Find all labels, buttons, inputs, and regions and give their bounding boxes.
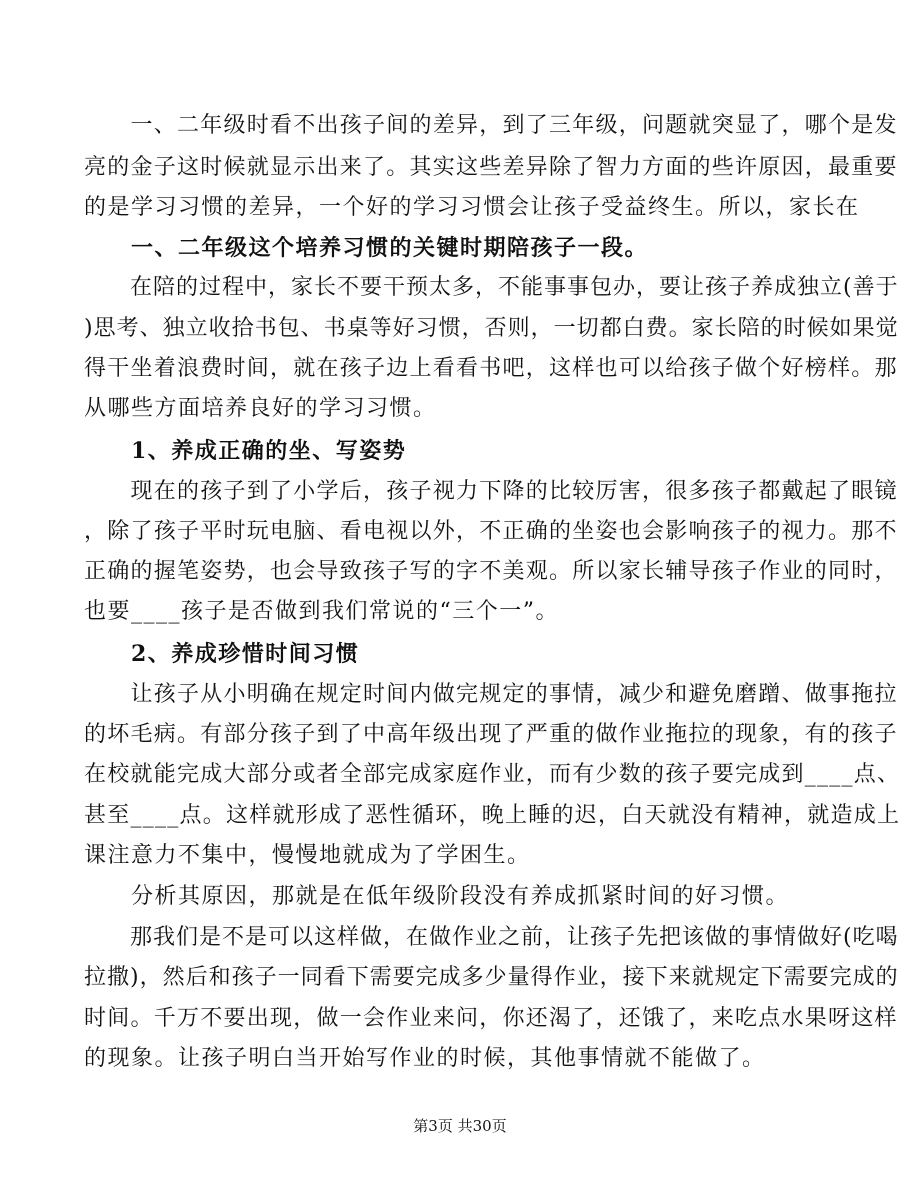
paragraph-line: 一、二年级时看不出孩子间的差异，到了三年级，问题就突显了，哪个是发: [84, 113, 898, 138]
paragraph-line: 从哪些方面培养良好的学习习惯。: [84, 396, 437, 421]
paragraph-line: 时间。千万不要出现，做一会作业来问，你还渴了，还饿了，来吃点水果呀这样: [84, 1006, 898, 1031]
paragraph-line: 的是学习习惯的差异，一个好的学习习惯会让孩子受益终生。所以，家长在: [84, 195, 860, 220]
paragraph-line: 也要____孩子是否做到我们常说的“三个一”。: [84, 599, 559, 624]
paragraph-line: 课注意力不集中，慢慢地就成为了学困生。: [84, 843, 531, 868]
paragraph-line: 的坏毛病。有部分孩子到了中高年级出现了严重的做作业拖拉的现象，有的孩子: [84, 722, 898, 747]
paragraph-line: 分析其原因，那就是在低年级阶段没有养成抓紧时间的好习惯。: [84, 884, 790, 909]
section-heading: 1、养成正确的坐、写姿势: [84, 438, 407, 464]
paragraph-line: 得干坐着浪费时间，就在孩子边上看看书吧，这样也可以给孩子做个好榜样。那: [84, 356, 898, 381]
section-heading: 一、二年级这个培养习惯的关键时期陪孩子一段。: [84, 235, 649, 261]
paragraph-line: )思考、独立收拾书包、书桌等好习惯，否则，一切都白费。家长陪的时候如果觉: [84, 316, 899, 341]
page-number-footer: 第3页 共30页: [413, 1117, 507, 1135]
paragraph-line: 拉撒)，然后和孩子一同看下需要完成多少量得作业，接下来就规定下需要完成的: [84, 965, 899, 990]
section-heading: 2、养成珍惜时间习惯: [84, 641, 360, 667]
paragraph-line: 正确的握笔姿势，也会导致孩子写的字不美观。所以家长辅导孩子作业的同时，: [84, 559, 898, 584]
paragraph-line: 在校就能完成大部分或者全部完成家庭作业，而有少数的孩子要完成到____点、: [84, 762, 901, 787]
paragraph-line: 现在的孩子到了小学后，孩子视力下降的比较厉害，很多孩子都戴起了眼镜: [84, 479, 898, 504]
paragraph-line: ，除了孩子平时玩电脑、看电视以外，不正确的坐姿也会影响孩子的视力。那不: [84, 519, 898, 544]
paragraph-line: 的现象。让孩子明白当开始写作业的时候，其他事情就不能做了。: [84, 1046, 766, 1071]
paragraph-line: 甚至____点。这样就形成了恶性循环，晚上睡的迟，白天就没有精神，就造成上: [84, 803, 901, 828]
paragraph-line: 亮的金子这时候就显示出来了。其实这些差异除了智力方面的些许原因，最重要: [84, 155, 898, 180]
paragraph-line: 那我们是不是可以这样做，在做作业之前，让孩子先把该做的事情做好(吃喝: [84, 925, 899, 950]
paragraph-line: 让孩子从小明确在规定时间内做完规定的事情，减少和避免磨蹭、做事拖拉: [84, 682, 898, 707]
paragraph-line: 在陪的过程中，家长不要干预太多，不能事事包办，要让孩子养成独立(善于: [84, 275, 899, 300]
